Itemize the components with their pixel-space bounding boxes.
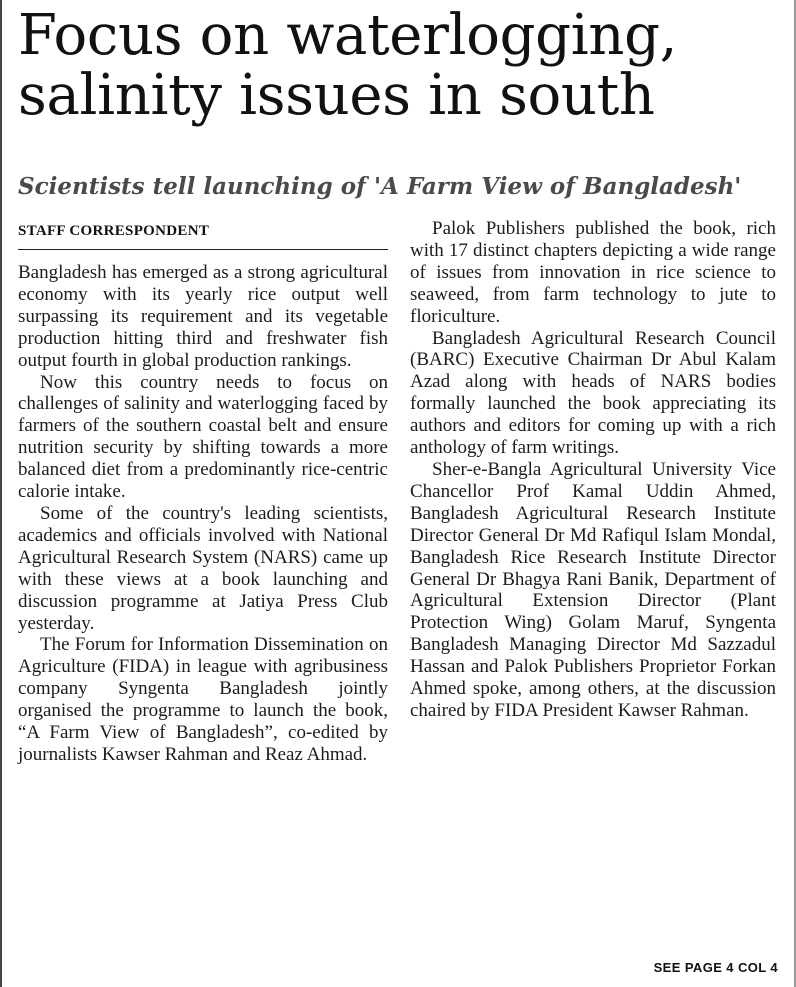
subheadline: Scientists tell launching of 'A Farm View of Bangladesh' bbox=[18, 173, 742, 200]
paragraph-2: Now this country needs to focus on challenges of salinity and waterlogging faced by farmers of the southern coastal belt and ensure nutrition security by shifting towards a more balanced diet from a predominantly rice-centric calorie intake. bbox=[18, 371, 388, 503]
article-column-right bbox=[410, 218, 776, 722]
paragraph-7: Sher-e-Bangla Agricultural University Vice Chancellor Prof Kamal Uddin Ahmed, Bangladesh Agricultural Research Institute Director General Dr Md Rafiqul Islam Mondal, Bangladesh Rice Research Institute Director General Dr Bhagya Rani Banik, Department of Agricultural Extension Director (Plant Protection Wing) Golam Maruf, Syngenta Bangladesh Managing Director Md Sazzadul Hassan and Palok Publishers Proprietor Forkan Ahmed spoke, among others, at the discussion chaired by FIDA President Kawser Rahman. bbox=[410, 458, 776, 721]
paragraph-3: Some of the country's leading scientists, academics and officials involved with National Agricultural Research System (NARS) came up with these views at a book launching and discussion programme at Jatiya Press Club yesterday. bbox=[18, 502, 388, 634]
byline-divider bbox=[18, 249, 388, 250]
byline: STAFF CORRESPONDENT bbox=[18, 223, 210, 239]
paragraph-4: The Forum for Information Dissemination on Agriculture (FIDA) in league with agribusiness company Syngenta Bangladesh jointly organised the programme to launch the book, “A Farm View of Bangladesh”, co-edited by journalists Kawser Rahman and Reaz Ahmad. bbox=[18, 634, 388, 765]
headline-line-1: Focus on waterlogging, bbox=[18, 3, 678, 68]
headline-line-2: salinity issues in south bbox=[18, 63, 655, 128]
paragraph-1: Bangladesh has emerged as a strong agricultural economy with its yearly rice output well surpassing its requirement and its vegetable production hitting third and freshwater fish output fourth in global production rankings. bbox=[18, 262, 388, 371]
headline bbox=[18, 3, 788, 128]
continuation-line: SEE PAGE 4 COL 4 bbox=[653, 960, 778, 975]
paragraph-6: Bangladesh Agricultural Research Council (BARC) Executive Chairman Dr Abul Kalam Azad along with heads of NARS bodies formally launched the book appreciating its authors and editors for coming up with a rich anthology of farm writings. bbox=[410, 327, 776, 459]
article-column-left bbox=[18, 262, 388, 766]
paragraph-5: Palok Publishers published the book, rich with 17 distinct chapters depicting a wide range of issues from innovation in rice science to seaweed, from farm technology to jute to floriculture. bbox=[410, 218, 776, 327]
column-rule-left bbox=[0, 0, 2, 987]
